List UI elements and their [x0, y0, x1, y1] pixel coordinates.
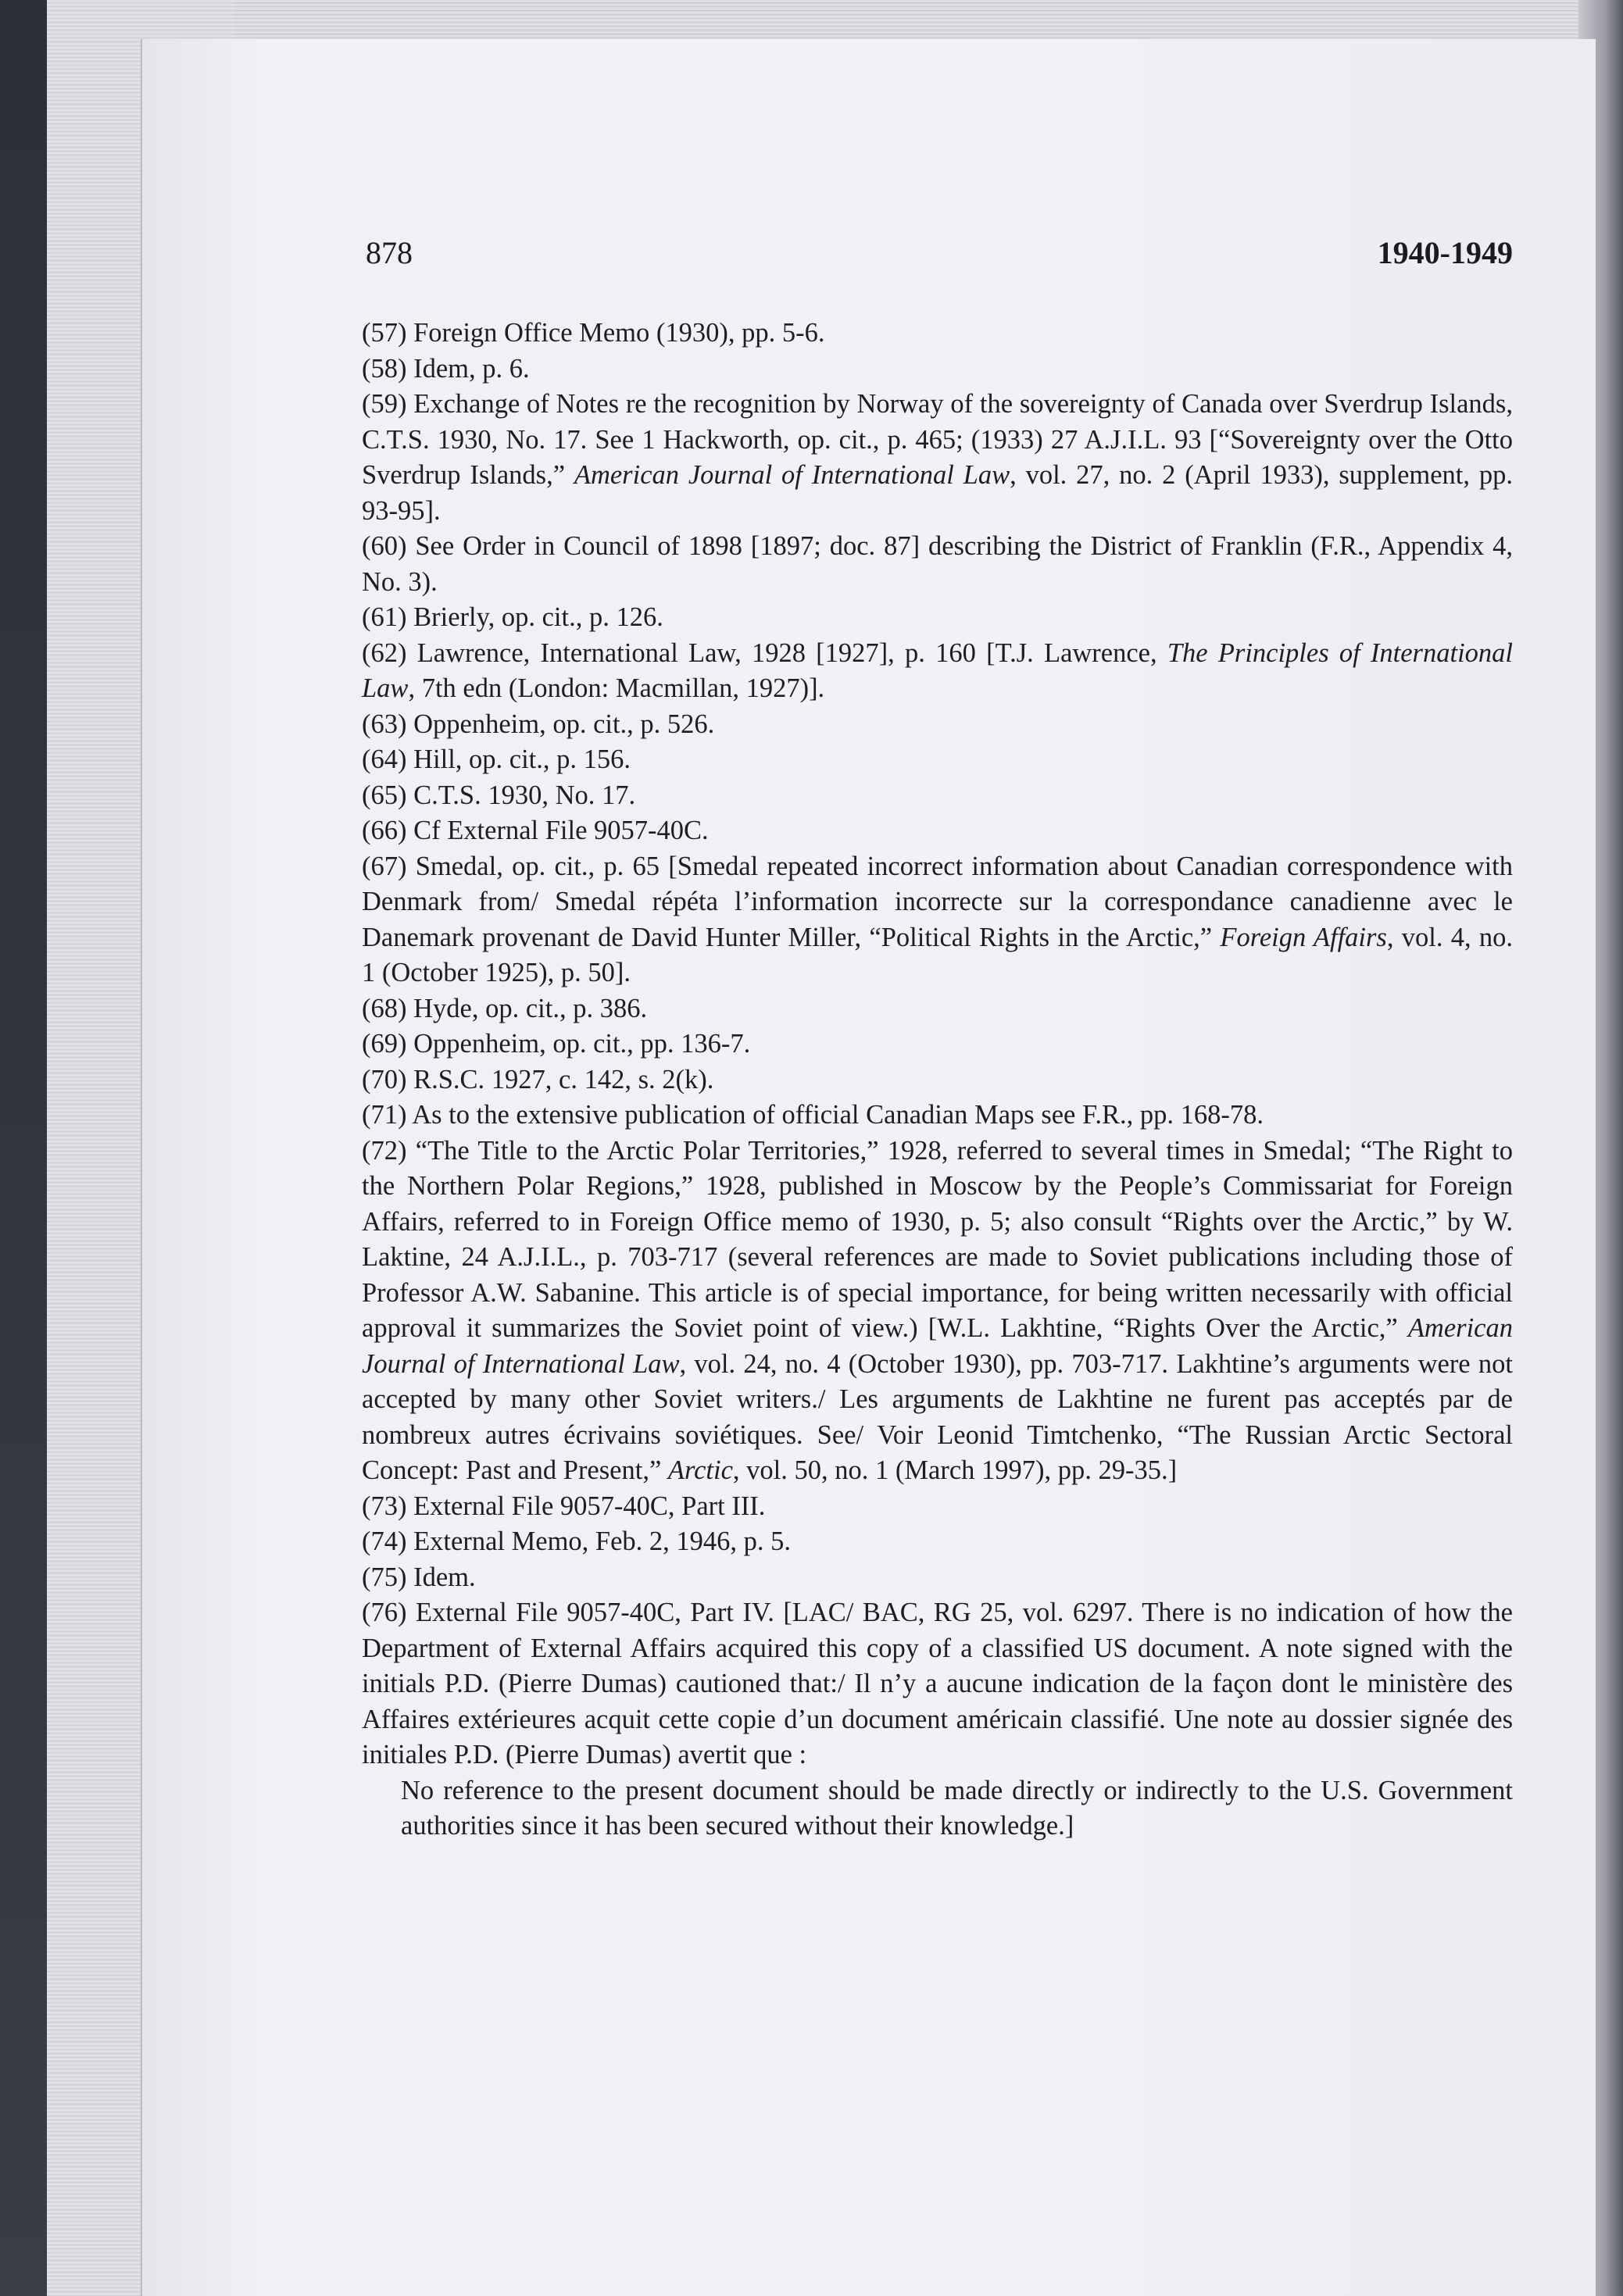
note-64: (64) Hill, op. cit., p. 156. — [362, 745, 631, 774]
note-71: (71) As to the extensive publication of official Canadian Maps see F.R., pp. 168-78. — [362, 1100, 1264, 1130]
note-63: (63) Oppenheim, op. cit., p. 526. — [362, 709, 715, 739]
note-68: (68) Hyde, op. cit., p. 386. — [362, 993, 648, 1023]
running-title: 1940-1949 — [1377, 235, 1513, 270]
note-67: (67) Smedal, op. cit., p. 65 [Smedal repeated incorrect information about Canadian correspondence with Denmark from/ Smedal répéta l’information incorrecte sur la correspondance canadienne avec le Danemark provenant de David Hunter Miller, “Political Rights in the Arctic,” Foreign Affairs, vol. 4, no. 1 (October 1925), p. 50]. — [362, 851, 1513, 987]
note-66: (66) Cf External File 9057-40C. — [362, 816, 709, 845]
note-74: (74) External Memo, Feb. 2, 1946, p. 5. — [362, 1527, 792, 1556]
note-73: (73) External File 9057-40C, Part III. — [362, 1491, 766, 1521]
note-59: (59) Exchange of Notes re the recognition by Norway of the sovereignty of Canada over Sverdrup Islands, C.T.S. 1930, No. 17. See 1 Hackworth, op. cit., p. 465; (1933) 27 A.J.I.L. 93 [“Sovereignty over the Otto Sverdrup Islands,” American Journal of International Law, vol. 27, no. 2 (April 1933), supplement, pp. 93-95]. — [362, 389, 1513, 526]
note-76: (76) External File 9057-40C, Part IV. [LAC/ BAC, RG 25, vol. 6297. There is no indication of how the Department of External Affairs acquired this copy of a classified US document. A note signed with the initials P.D. (Pierre Dumas) cautioned that:/ Il n’y a aucune indication de la façon dont le ministère des Affaires extérieures acquit cette copie d’un document américain classifié. Une note au dossier signée des initiales P.D. (Pierre Dumas) avertit que : — [362, 1598, 1513, 1769]
page-number: 878 — [366, 235, 413, 270]
note-69: (69) Oppenheim, op. cit., pp. 136-7. — [362, 1029, 751, 1059]
note-62: (62) Lawrence, International Law, 1928 [1927], p. 160 [T.J. Lawrence, The Principles of International Law, 7th edn (London: Macmillan, 1927)]. — [362, 637, 1513, 703]
note-75: (75) Idem. — [362, 1562, 476, 1592]
note-61: (61) Brierly, op. cit., p. 126. — [362, 602, 663, 632]
note-65: (65) C.T.S. 1930, No. 17. — [362, 780, 636, 810]
note-72: (72) “The Title to the Arctic Polar Territories,” 1928, referred to several times in Smedal; “The Right to the Northern Polar Regions,” 1928, published in Moscow by the People’s Commissariat for Foreign Affairs, referred to in Foreign Office memo of 1930, p. 5; also consult “Rights over the Arctic,” by W. Laktine, 24 A.J.I.L., p. 703-717 (several references are made to Soviet publications including those of Professor A.W. Sabanine. This article is of special importance, for being written necessarily with official approval it summarizes the Soviet point of view.) [W.L. Lakhtine, “Rights Over the Arctic,” American Journal of International Law, vol. 24, no. 4 (October 1930), pp. 703-717. Lakhtine’s arguments were not accepted by many other Soviet writers./ Les arguments de Lakhtine ne furent pas acceptés par de nombreux autres écrivains soviétiques. See/ Voir Leonid Timtchenko, “The Russian Arctic Sectoral Concept: Past and Present,” Arctic, vol. 50, no. 1 (March 1997), pp. 29-35.] — [362, 1135, 1513, 1485]
note-58: (58) Idem, p. 6. — [362, 353, 530, 384]
note-70: (70) R.S.C. 1927, c. 142, s. 2(k). — [362, 1064, 714, 1094]
block-quote: No reference to the present document should be made directly or indirectly to the U.S. Government authorities since it has been secured without their knowledge.] — [401, 1775, 1513, 1841]
running-head — [366, 234, 1513, 281]
note-57: (57) Foreign Office Memo (1930), pp. 5-6. — [362, 318, 825, 348]
note-60: (60) See Order in Council of 1898 [1897; doc. 87] describing the District of Franklin (F.R., Appendix 4, No. 3). — [362, 531, 1513, 597]
endnotes — [362, 316, 1513, 1844]
